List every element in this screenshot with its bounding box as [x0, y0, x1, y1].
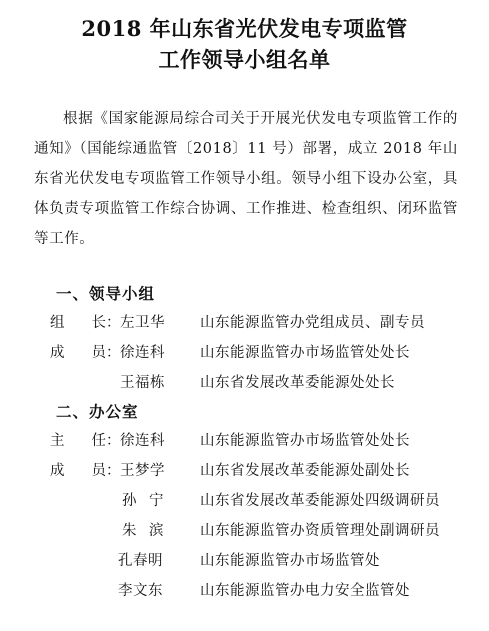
member-post: 山东能源监管办市场监管处处长: [200, 345, 410, 361]
member-row: [0, 429, 489, 453]
member-row: [0, 489, 489, 513]
member-role: 成员: [50, 463, 106, 479]
member-name: 徐连科: [120, 345, 165, 361]
member-row: [0, 311, 489, 335]
member-name: 朱滨: [122, 523, 164, 539]
member-name: 左卫华: [120, 315, 165, 331]
intro-paragraph: 根据《国家能源局综合司关于开展光伏发电专项监管工作的通知》（国能综通监管〔2018〕11 号）部署，成立 2018 年山东省光伏发电专项监管工作领导小组。领导小组下设办公室，具体负责专项监管工作综合协调、工作推进、检查组织、闭环监管等工作。: [34, 111, 458, 247]
member-post: 山东能源监管办市场监管处: [200, 553, 380, 569]
member-post: 山东省发展改革委能源处副处长: [200, 463, 410, 479]
member-colon: ：: [106, 345, 121, 361]
section-heading-office: 二、办公室: [56, 402, 139, 421]
member-row: [0, 549, 489, 573]
member-post: 山东能源监管办市场监管处处长: [200, 433, 410, 449]
member-post: 山东省发展改革委能源处四级调研员: [200, 493, 440, 509]
member-role: 成员: [50, 345, 106, 361]
member-row: [0, 371, 489, 395]
member-name: 王福栋: [120, 375, 165, 391]
member-name: 李文东: [118, 583, 163, 599]
member-post: 山东省发展改革委能源处处长: [200, 375, 395, 391]
member-row: [0, 519, 489, 543]
member-name: 徐连科: [120, 433, 165, 449]
document-title-line-2: 工作领导小组名单: [158, 47, 331, 72]
member-role: 主任: [50, 433, 106, 449]
member-colon: ：: [106, 463, 121, 479]
member-name: 王梦学: [120, 463, 165, 479]
member-post: 山东能源监管办党组成员、副专员: [200, 315, 425, 331]
member-role: 组长: [50, 315, 106, 331]
member-name: 孔春明: [118, 553, 163, 569]
member-name: 孙宁: [122, 493, 164, 509]
member-colon: ：: [106, 315, 121, 331]
document-title-line-1: 2018 年山东省光伏发电专项监管: [81, 16, 408, 41]
member-colon: ：: [106, 433, 121, 449]
member-post: 山东能源监管办电力安全监管处: [200, 583, 410, 599]
member-row: [0, 341, 489, 365]
member-row: [0, 459, 489, 483]
member-row: [0, 579, 489, 603]
member-post: 山东能源监管办资质管理处副调研员: [200, 523, 440, 539]
section-heading-leadership-group: 一、领导小组: [56, 284, 156, 303]
